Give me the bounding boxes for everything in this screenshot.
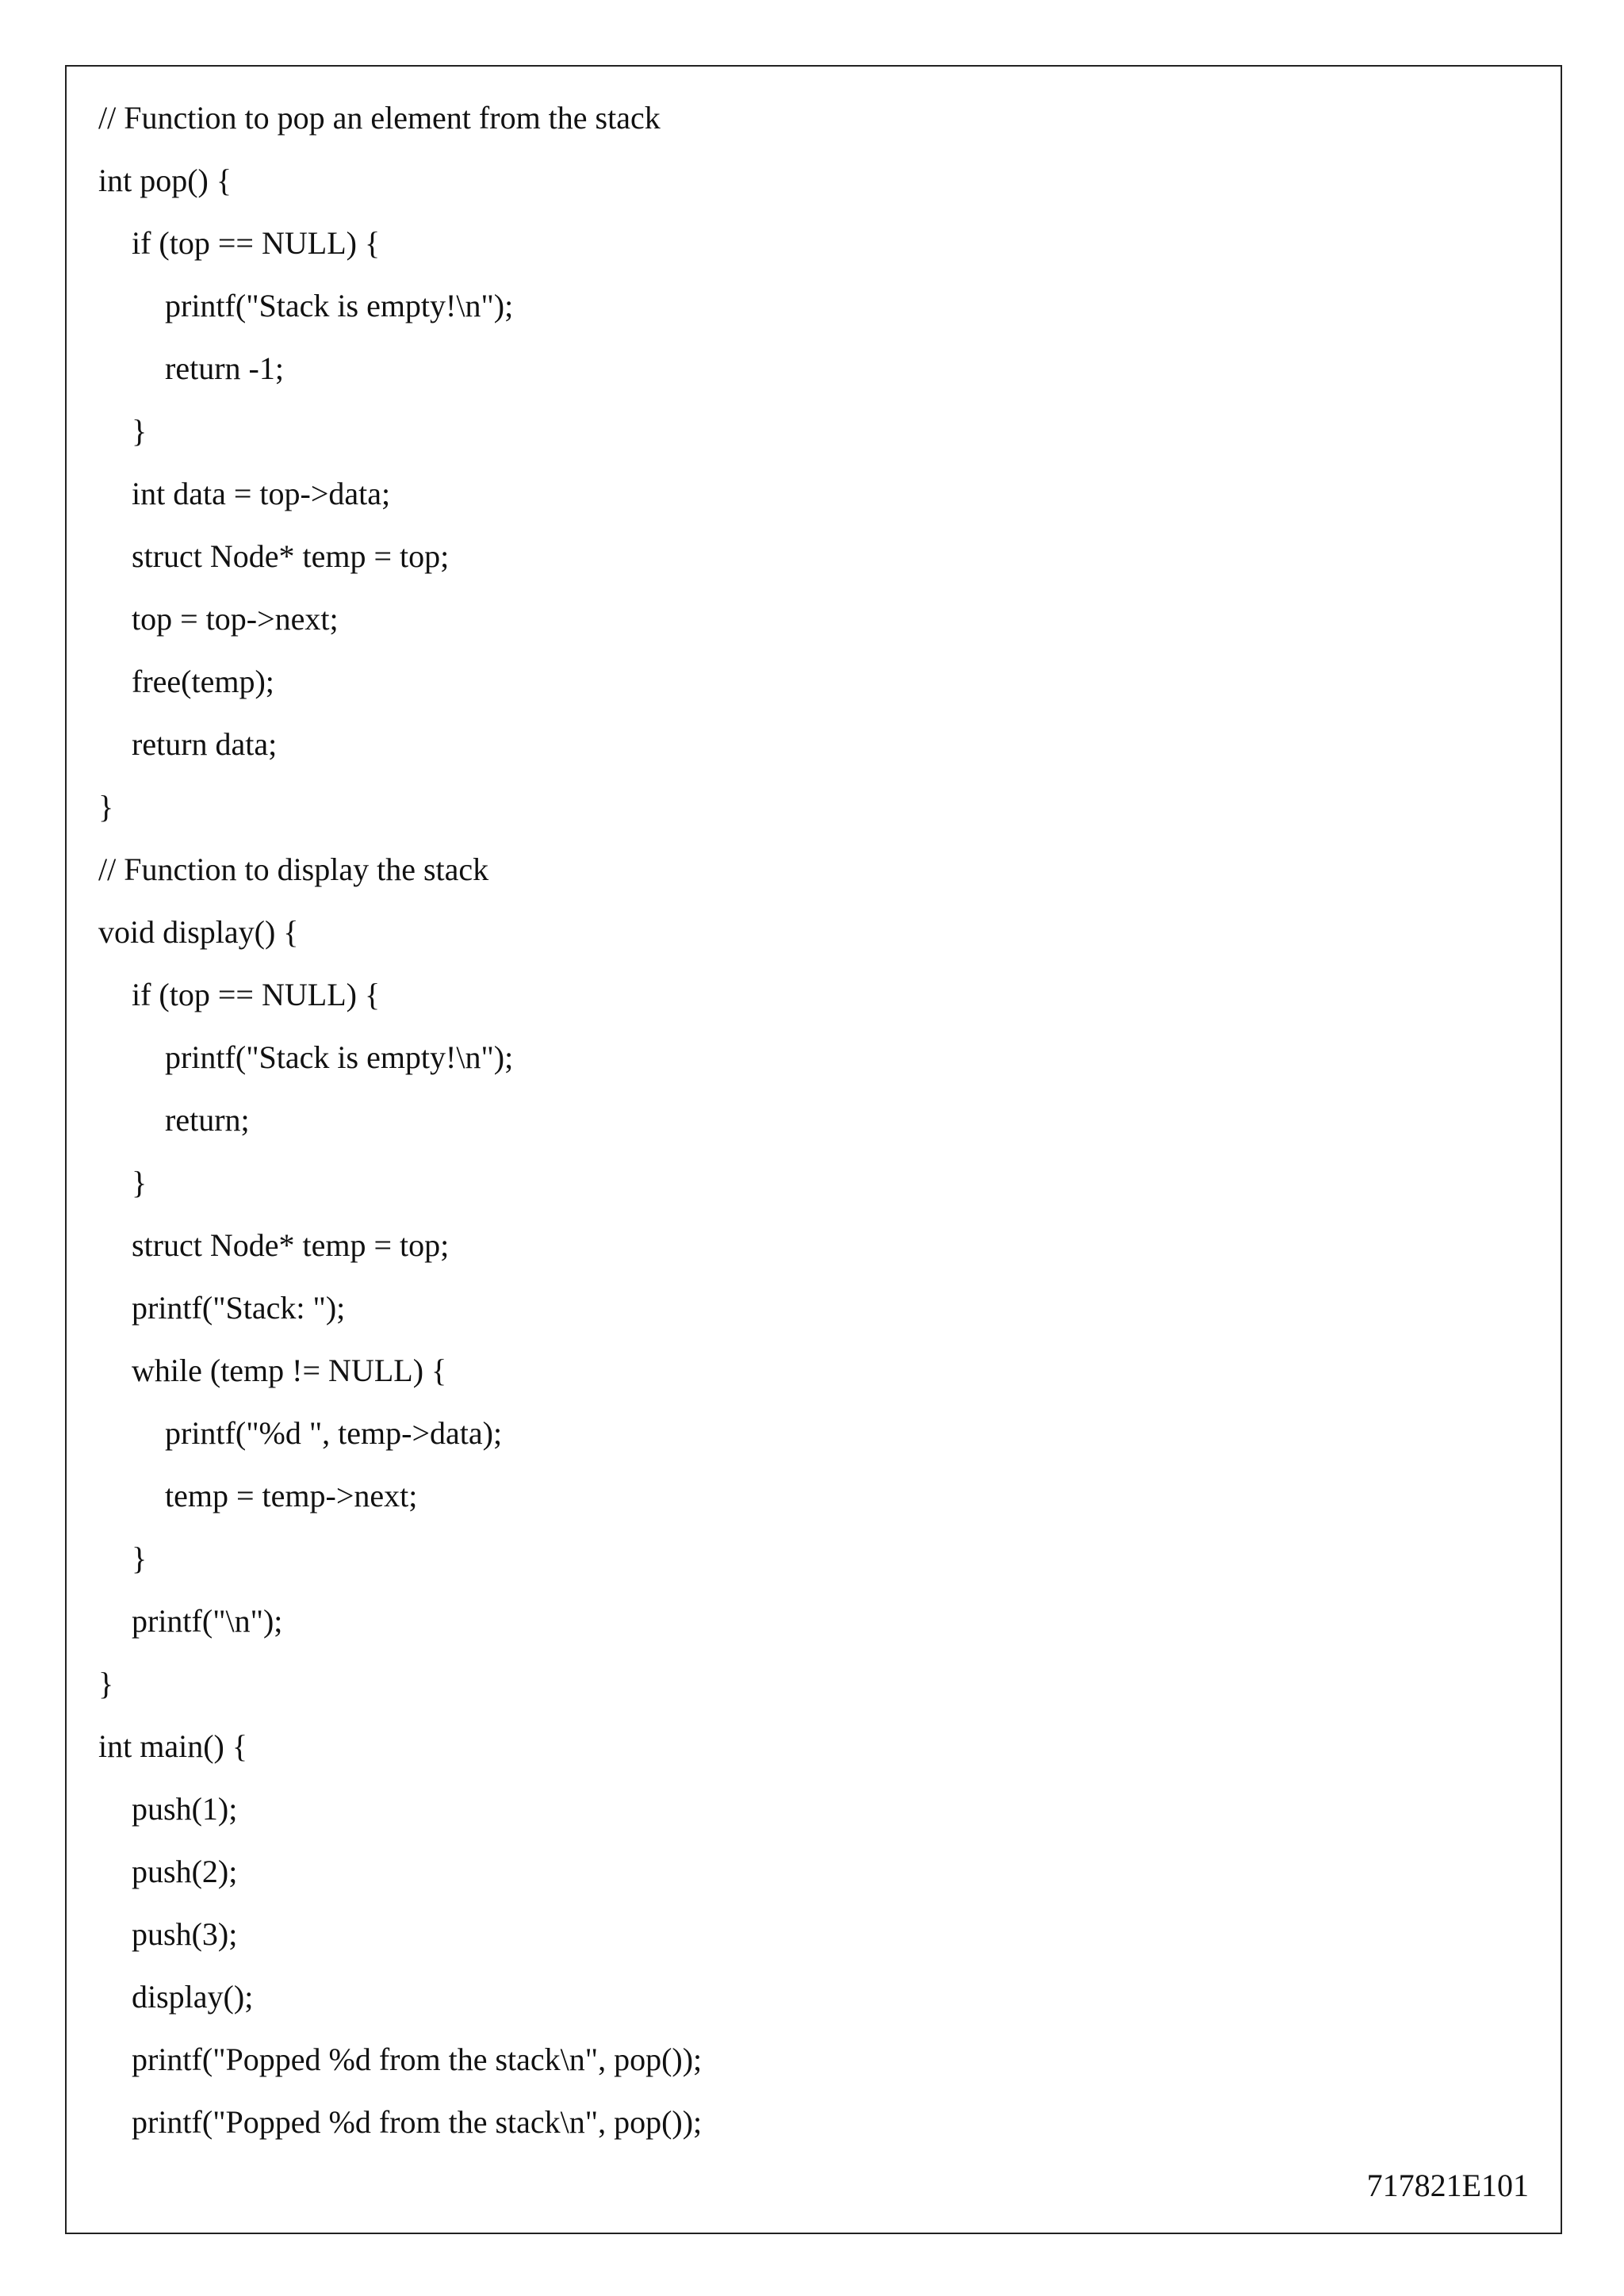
code-line: } (98, 1666, 114, 1701)
code-line: printf("Popped %d from the stack\n", pop()); (132, 2042, 703, 2077)
code-line: temp = temp->next; (165, 1478, 418, 1513)
code-listing (98, 98, 702, 2165)
code-line: push(1); (132, 1791, 238, 1827)
code-line: return -1; (165, 350, 284, 386)
code-line: void display() { (98, 914, 299, 950)
code-line: printf("%d ", temp->data); (165, 1415, 503, 1451)
code-line: printf("Popped %d from the stack\n", pop()); (132, 2104, 703, 2140)
code-line: int data = top->data; (132, 476, 391, 511)
code-line: return data; (132, 726, 278, 762)
code-line: printf("Stack is empty!\n"); (165, 1039, 514, 1075)
code-line: top = top->next; (132, 601, 339, 637)
code-line: } (98, 789, 114, 825)
code-line: if (top == NULL) { (132, 225, 381, 261)
code-line: } (132, 1165, 147, 1200)
code-line: display(); (132, 1979, 254, 2015)
code-line: while (temp != NULL) { (132, 1353, 447, 1388)
code-line: struct Node* temp = top; (132, 1227, 450, 1263)
code-line: // Function to pop an element from the stack (98, 100, 661, 136)
code-line: struct Node* temp = top; (132, 538, 450, 574)
code-line: printf("Stack: "); (132, 1290, 346, 1326)
code-line: push(2); (132, 1854, 238, 1889)
code-line: push(3); (132, 1916, 238, 1952)
code-line: } (132, 1540, 147, 1576)
code-line: if (top == NULL) { (132, 977, 381, 1012)
code-line: } (132, 413, 147, 449)
code-line: int main() { (98, 1728, 248, 1764)
code-line: printf("Stack is empty!\n"); (165, 288, 514, 323)
register-number: 717821E101 (1366, 2168, 1529, 2203)
code-line: printf("\n"); (132, 1603, 283, 1639)
code-line: int pop() { (98, 163, 232, 198)
code-line: free(temp); (132, 664, 274, 699)
code-line: // Function to display the stack (98, 851, 489, 887)
code-line: return; (165, 1102, 250, 1138)
